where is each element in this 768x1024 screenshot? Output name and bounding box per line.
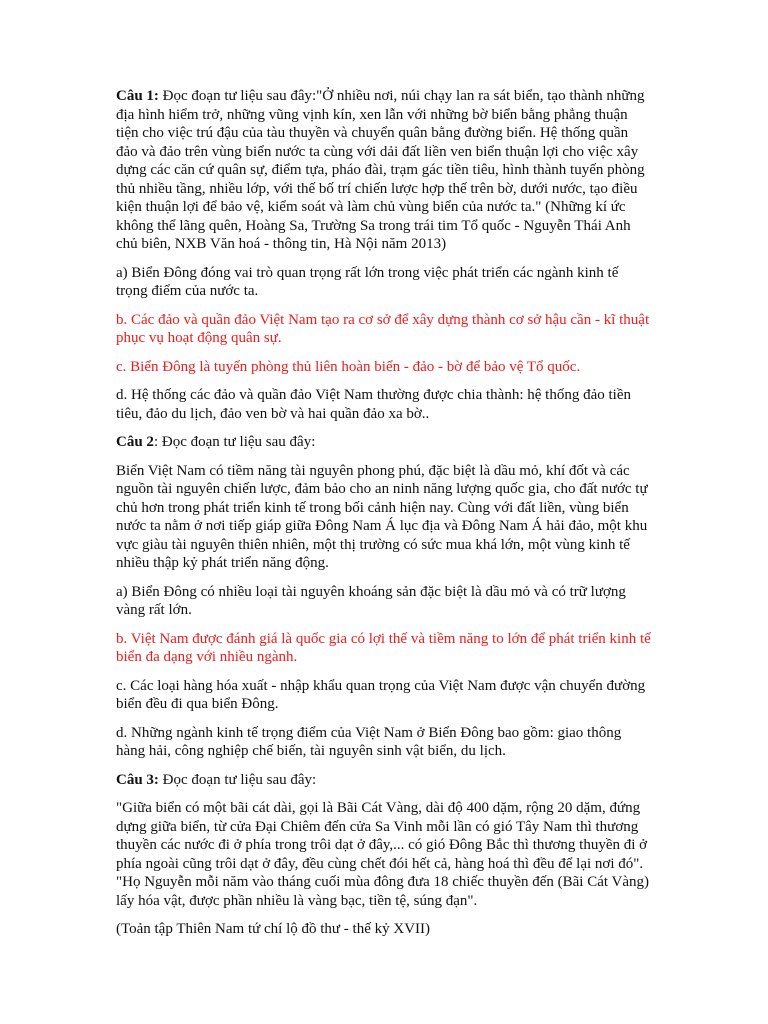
question-3-intro: Đọc đoạn tư liệu sau đây: bbox=[158, 771, 317, 788]
question-2-intro: : Đọc đoạn tư liệu sau đây: bbox=[153, 434, 316, 450]
question-1-label: Câu 1: bbox=[116, 88, 159, 104]
question-2-label: Câu 2 bbox=[116, 434, 154, 450]
question-3-passage: "Giữa biển có một bãi cát dài, gọi là Bãi Cát Vàng, dài độ 400 dặm, rộng 20 dặm, đứng dựng giữa biển, từ cửa Đại Chiêm đến cửa Sa Vinh mỗi lần có gió Tây Nam thì thương thuyền các nước đi ở phía trong trôi dạt ở đây,... có gió Đông Bắc thì thương thuyền đi ở phía ngoài cũng trôi dạt ở đây, đều cùng chết đói hết cả, hàng hoá thì đều để lại nơi đó". "Họ Nguyễn mỗi năm vào tháng cuối mùa đông đưa 18 chiếc thuyền đến (Bãi Cát Vàng) lấy hóa vật, được phần nhiều là vàng bạc, tiền tệ, súng đạn". bbox=[116, 800, 650, 909]
question-1-option-a: a) Biển Đông đóng vai trò quan trọng rất lớn trong việc phát triển các ngành kinh tế trọng điểm của nước ta. bbox=[116, 264, 619, 299]
document-page bbox=[116, 87, 652, 949]
question-1-option-b: b. Các đảo và quần đảo Việt Nam tạo ra cơ sở để xây dựng thành cơ sở hậu cần - kĩ thuật phục vụ hoạt động quân sự. bbox=[116, 311, 650, 346]
question-2-option-c: c. Các loại hàng hóa xuất - nhập khẩu quan trọng của Việt Nam được vận chuyển đường biển đều đi qua biển Đông. bbox=[116, 677, 646, 712]
question-2-option-b: b. Việt Nam được đánh giá là quốc gia có lợi thế và tiềm năng to lớn để phát triển kinh tế biển đa dạng với nhiều ngành. bbox=[116, 630, 651, 665]
question-2-option-d: d. Những ngành kinh tế trọng điểm của Việt Nam ở Biển Đông bao gồm: giao thông hàng hải, công nghiệp chế biến, tài nguyên sinh vật biển, du lịch. bbox=[116, 724, 622, 759]
question-3-stem bbox=[116, 771, 652, 790]
question-1-passage: Đọc đoạn tư liệu sau đây:"Ở nhiều nơi, núi chạy lan ra sát biển, tạo thành những địa hình hiểm trở, những vũng vịnh kín, xen lẫn với những bờ biển bằng phẳng thuận tiện cho việc trú đậu của tàu thuyền và chuyển quân bằng đường biển. Hệ thống quần đảo và đảo trên vùng biển nước ta cùng với dải đất liền ven biển thuận lợi cho việc xây dựng các căn cứ quân sự, điểm tựa, pháo đài, trạm gác tiền tiêu, hình thành tuyến phòng thủ nhiều tầng, nhiều lớp, với thế bố trí chiến lược hợp thế trên bờ, dưới nước, tạo điều kiện thuận lợi để bảo vệ, kiểm soát và làm chủ vùng biển của nước ta." (Những kí ức không thể lãng quên, Hoàng Sa, Trường Sa trong trái tim Tổ quốc - Nguyễn Thái Anh chủ biên, NXB Văn hoá - thông tin, Hà Nội năm 2013) bbox=[116, 88, 645, 252]
question-2-stem bbox=[116, 433, 652, 452]
question-2-option-a: a) Biển Đông có nhiều loại tài nguyên khoáng sản đặc biệt là dầu mỏ và có trữ lượng vàng rất lớn. bbox=[116, 583, 626, 618]
question-1-stem bbox=[116, 87, 652, 254]
question-1-option-d: d. Hệ thống các đảo và quần đảo Việt Nam thường được chia thành: hệ thống đảo tiền tiêu, đảo du lịch, đảo ven bờ và hai quần đảo xa bờ.. bbox=[116, 387, 631, 422]
question-3-source: (Toản tập Thiên Nam tứ chí lộ đồ thư - thế kỷ XVII) bbox=[116, 921, 431, 937]
question-2-passage: Biển Việt Nam có tiềm năng tài nguyên phong phú, đặc biệt là dầu mỏ, khí đốt và các nguồn tài nguyên chiến lược, đảm bảo cho an ninh năng lượng quốc gia, cho đất nước tự chủ hơn trong phát triển kinh tế trong bối cảnh hiện nay. Cùng với đất liền, vùng biển nước ta nằm ở nơi tiếp giáp giữa Đông Nam Á lục địa và Đông Nam Á hải đảo, một khu vực giàu tài nguyên thiên nhiên, một thị trường có sức mua khá lớn, một vùng kinh tế nhiều thập kỷ phát triển năng động. bbox=[116, 462, 648, 571]
question-3-label: Câu 3: bbox=[116, 771, 159, 788]
question-1-option-c: c. Biển Đông là tuyến phòng thủ liên hoàn biển - đảo - bờ để bảo vệ Tổ quốc. bbox=[116, 358, 581, 375]
